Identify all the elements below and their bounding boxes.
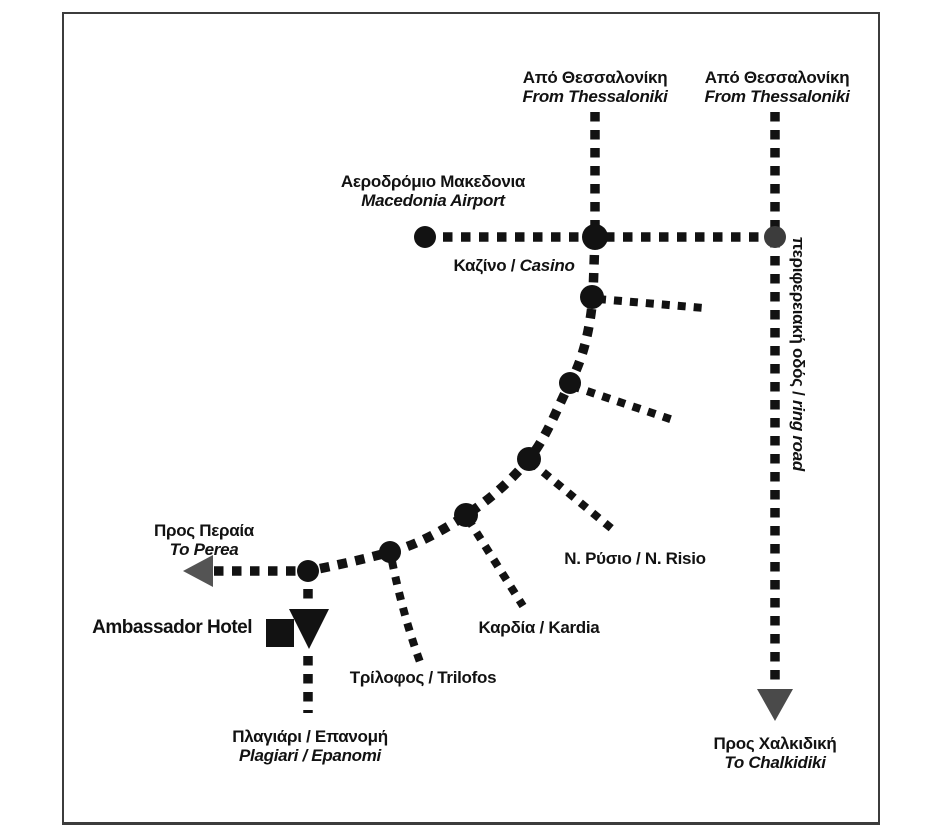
junction-dot-6	[379, 541, 401, 563]
label-from-thessaloniki-right	[704, 68, 849, 106]
label-ring-road	[788, 237, 808, 471]
label-macedonia-airport-greek: Αεροδρόμιο Μακεδονια	[340, 172, 526, 191]
branch-road-2	[572, 386, 676, 421]
hotel-marker	[266, 619, 294, 647]
label-casino	[453, 256, 574, 275]
label-from-thessaloniki-left	[522, 68, 667, 106]
label-plagiari-epanomi-greek: Πλαγιάρι / Επανομή	[232, 727, 388, 746]
junction-dot-2	[580, 285, 604, 309]
label-macedonia-airport-english: Macedonia Airport	[361, 191, 505, 210]
label-risio: N. Ρύσιο / N. Risio	[564, 549, 706, 568]
label-plagiari-epanomi	[232, 727, 388, 765]
label-to-chalkidiki	[714, 734, 837, 772]
label-macedonia-airport	[341, 172, 525, 210]
perea-arrow-icon	[183, 555, 213, 587]
label-from-thessaloniki-left-greek: Από Θεσσαλονίκη	[522, 68, 668, 87]
junction-dot-main	[582, 224, 608, 250]
label-plagiari-epanomi-english: Plagiari / Epanomi	[239, 746, 381, 765]
ring-road-junction-dot	[764, 226, 786, 248]
label-casino-english: Casino	[519, 256, 575, 275]
junction-dot-3	[559, 372, 581, 394]
label-to-perea-english: To Perea	[169, 540, 239, 559]
hotel-arrow-icon	[289, 609, 329, 649]
label-to-chalkidiki-greek: Προς Χαλκιδική	[713, 734, 837, 753]
junction-dot-5	[454, 503, 478, 527]
label-from-thessaloniki-right-greek: Από Θεσσαλονίκη	[704, 68, 850, 87]
label-kardia: Καρδία / Kardia	[478, 618, 600, 637]
junction-dot-hotel	[297, 560, 319, 582]
label-ambassador-hotel: Ambassador Hotel	[92, 617, 252, 638]
branch-road-risio	[531, 462, 617, 533]
label-from-thessaloniki-left-english: From Thessaloniki	[522, 87, 668, 106]
chalkidiki-arrow-icon	[757, 689, 793, 721]
branch-road-kardia	[468, 519, 523, 606]
branch-road-1	[598, 299, 704, 308]
label-to-perea-greek: Προς Περαία	[154, 521, 254, 540]
label-to-perea	[154, 521, 254, 559]
label-trilofos: Τρίλοφος / Trilofos	[349, 668, 497, 687]
branch-road-trilofos	[392, 561, 420, 662]
label-to-chalkidiki-english: To Chalkidiki	[724, 753, 826, 772]
main-curve-road	[308, 237, 595, 571]
label-ring-road-greek: περιφερειακή οδός /	[789, 237, 808, 400]
label-casino-greek: Καζίνο /	[453, 256, 520, 275]
airport-dot	[414, 226, 436, 248]
label-ring-road-english: ring road	[789, 400, 808, 471]
junction-dot-4	[517, 447, 541, 471]
label-from-thessaloniki-right-english: From Thessaloniki	[704, 87, 850, 106]
